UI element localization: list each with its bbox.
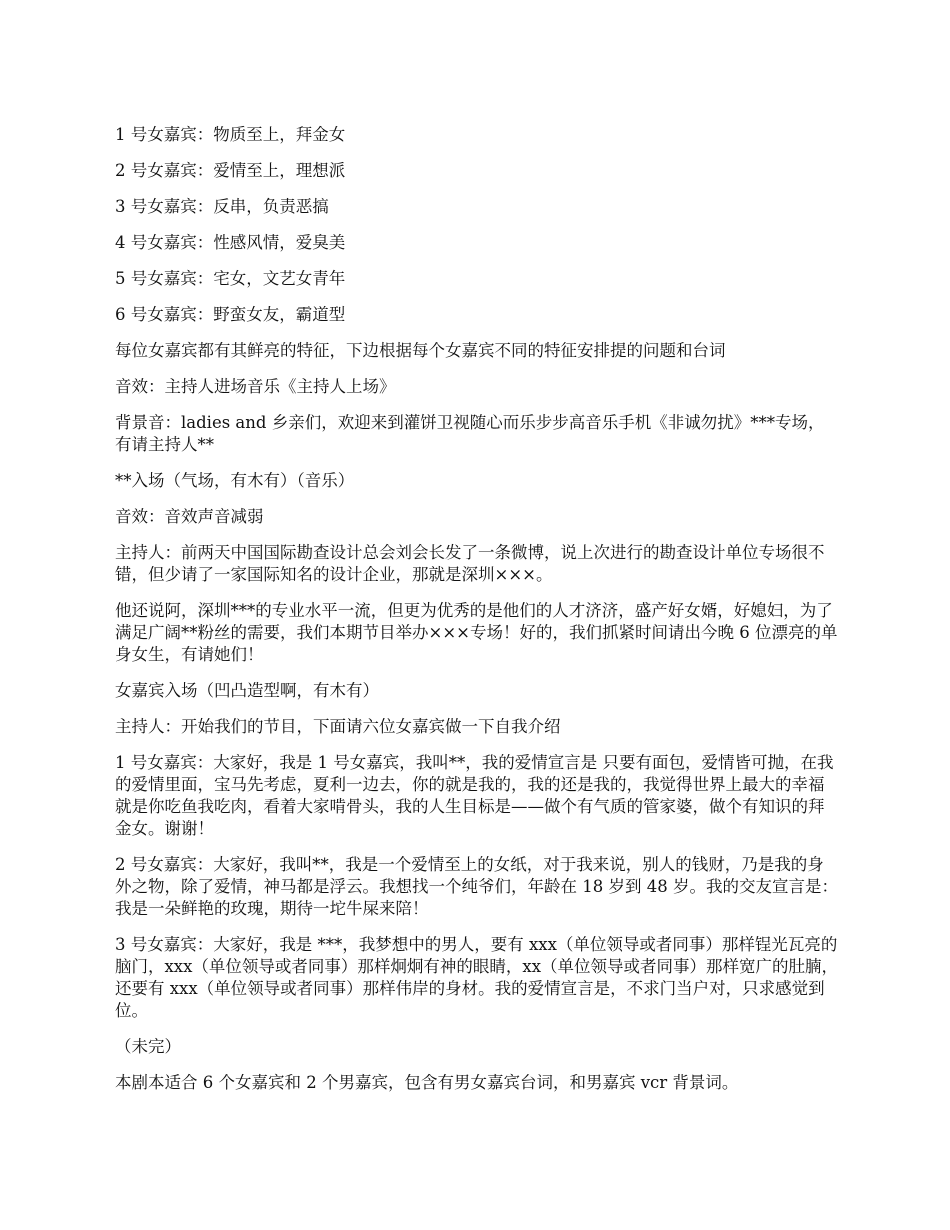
- guest-2-profile: 2 号女嘉宾：爱情至上，理想派: [115, 161, 346, 180]
- guest-1-profile: 1 号女嘉宾：物质至上，拜金女: [115, 125, 346, 144]
- sound-effect-host-entry: 音效：主持人进场音乐《主持人上场》: [115, 377, 396, 396]
- unfinished-note: （未完）: [115, 1037, 181, 1056]
- guest-6-profile: 6 号女嘉宾：野蛮女友，霸道型: [115, 305, 346, 324]
- guests-entrance: 女嘉宾入场（凹凸造型啊，有木有）: [115, 681, 379, 700]
- sound-effect-fade: 音效：音效声音减弱: [115, 507, 264, 526]
- host-entrance: **入场（气场，有木有）（音乐）: [115, 471, 355, 490]
- background-voice: 背景音：ladies and 乡亲们，欢迎来到灌饼卫视随心而乐步步高音乐手机《非诚勿扰》***专场，有请主持人**: [115, 413, 825, 454]
- intro-paragraph: 每位女嘉宾都有其鲜亮的特征，下边根据每个女嘉宾不同的特征安排提的问题和台词: [115, 341, 726, 360]
- guest-5-profile: 5 号女嘉宾：宅女，文艺女青年: [115, 269, 346, 288]
- script-note: 本剧本适合 6 个女嘉宾和 2 个男嘉宾，包含有男女嘉宾台词，和男嘉宾 vcr 背景词。: [115, 1073, 739, 1092]
- guest-3-speech: 3 号女嘉宾：大家好，我是 ***，我梦想中的男人，要有 xxx（单位领导或者同事）那样锃光瓦亮的脑门，xxx（单位领导或者同事）那样炯炯有神的眼睛，xx（单位领导或者同事）那样宽广的肚腩，还要有 xxx（单位领导或者同事）那样伟岸的身材。我的爱情宣言是，不求门当户对，只求感觉到位。: [115, 935, 839, 1020]
- host-opening: 主持人：前两天中国国际勘查设计总会刘会长发了一条微博，说上次进行的勘查设计单位专场很不错，但少请了一家国际知名的设计企业，那就是深圳×××。: [115, 543, 825, 584]
- guest-4-profile: 4 号女嘉宾：性感风情，爱臭美: [115, 233, 346, 252]
- document-body: [115, 124, 840, 1108]
- guest-2-speech: 2 号女嘉宾：大家好，我叫**，我是一个爱情至上的女纸，对于我来说，别人的钱财，乃是我的身外之物，除了爱情，神马都是浮云。我想找一个纯爷们，年龄在 18 岁到 48 岁。我的交友宣言是：我是一朵鲜艳的玫瑰，期待一坨牛屎来陪！: [115, 855, 838, 918]
- host-self-intro-request: 主持人：开始我们的节目，下面请六位女嘉宾做一下自我介绍: [115, 717, 561, 736]
- host-continued: 他还说阿，深圳***的专业水平一流，但更为优秀的是他们的人才济济，盛产好女婿，好媳妇，为了满足广阔**粉丝的需要，我们本期节目举办×××专场！好的，我们抓紧时间请出今晚 6 位漂亮的单身女生，有请她们！: [115, 601, 838, 664]
- guest-3-profile: 3 号女嘉宾：反串，负责恶搞: [115, 197, 329, 216]
- guest-1-speech: 1 号女嘉宾：大家好，我是 1 号女嘉宾，我叫**，我的爱情宣言是 只要有面包，爱情皆可抛，在我的爱情里面，宝马先考虑，夏利一边去，你的就是我的，我的还是我的，我觉得世界上最大的幸福就是你吃鱼我吃肉，看着大家啃骨头，我的人生目标是——做个有气质的管家婆，做个有知识的拜金女。谢谢！: [115, 753, 834, 838]
